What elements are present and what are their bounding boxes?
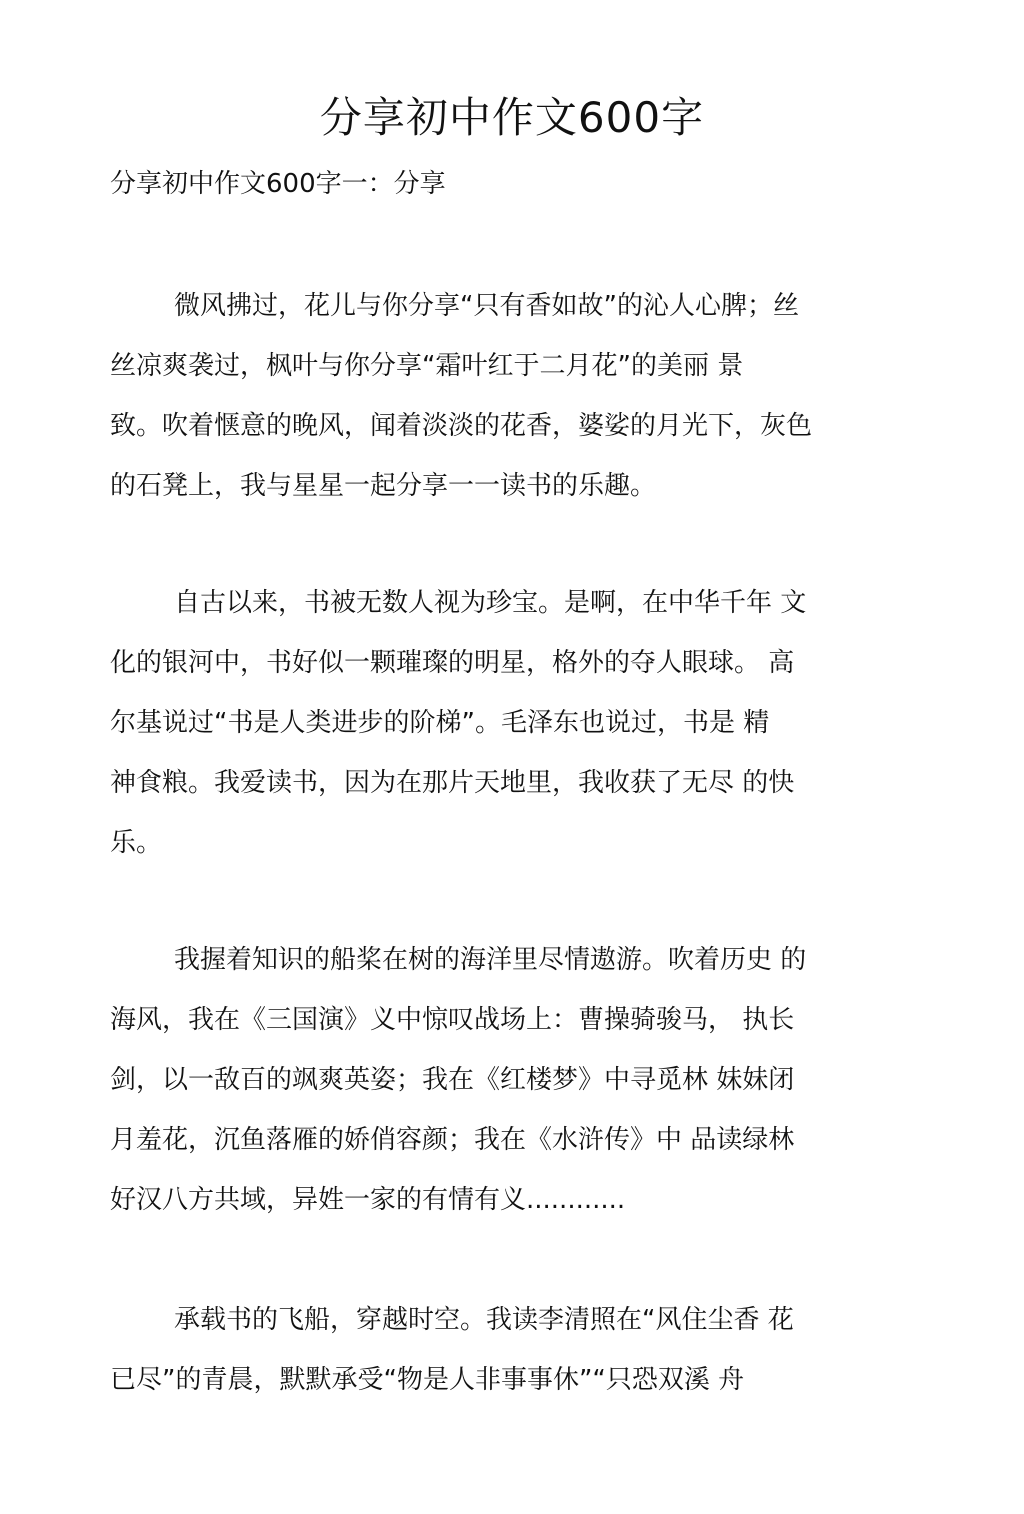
paragraph-line: 致。吹着惬意的晚风，闻着淡淡的花香，婆娑的月光下，灰色 <box>110 411 813 441</box>
paragraph-line: 化的银河中，书好似一颗璀璨的明星，格外的夺人眼球。 高 <box>110 648 795 678</box>
paragraph-line: 乐。 <box>110 828 163 858</box>
paragraph-line: 剑，以一敌百的飒爽英姿；我在《红楼梦》中寻觅林 妹妹闭 <box>110 1065 795 1095</box>
paragraph-2 <box>110 573 910 873</box>
paragraph-line: 尔基说过“书是人类进步的阶梯”。毛泽东也说过，书是 精 <box>110 708 770 738</box>
paragraph-line: 已尽”的青晨，默默承受“物是人非事事休”“只恐双溪 舟 <box>110 1365 745 1395</box>
paragraph-line: 的石凳上，我与星星一起分享一一读书的乐趣。 <box>110 471 657 501</box>
paragraph-line: 海风，我在《三国演》义中惊叹战场上：曹操骑骏马， 执长 <box>110 1005 795 1035</box>
paragraph-line: 微风拂过，花儿与你分享“只有香如故”的沁人心脾；丝 <box>174 291 799 321</box>
paragraph-line: 月羞花，沉鱼落雁的娇俏容颜；我在《水浒传》中 品读绿林 <box>110 1125 795 1155</box>
paragraph-3 <box>110 930 910 1230</box>
paragraph-line: 自古以来，书被无数人视为珍宝。是啊，在中华千年 文 <box>174 588 807 618</box>
paragraph-1 <box>110 276 910 516</box>
paragraph-line: 承载书的飞船，穿越时空。我读李清照在“风住尘香 花 <box>174 1305 794 1335</box>
paragraph-line: 神食粮。我爱读书，因为在那片天地里，我收获了无尽 的快 <box>110 768 795 798</box>
paragraph-line: 丝凉爽袭过，枫叶与你分享“霜叶红于二月花”的美丽 景 <box>110 351 744 381</box>
paragraph-line: 好汉八方共域，异姓一家的有情有义............ <box>110 1185 626 1215</box>
paragraph-4 <box>110 1290 910 1410</box>
essay-subtitle: 分享初中作文600字一：分享 <box>110 169 446 199</box>
paragraph-line: 我握着知识的船桨在树的海洋里尽情遨游。吹着历史 的 <box>174 945 807 975</box>
document-title: 分享初中作文600字 <box>319 93 705 142</box>
